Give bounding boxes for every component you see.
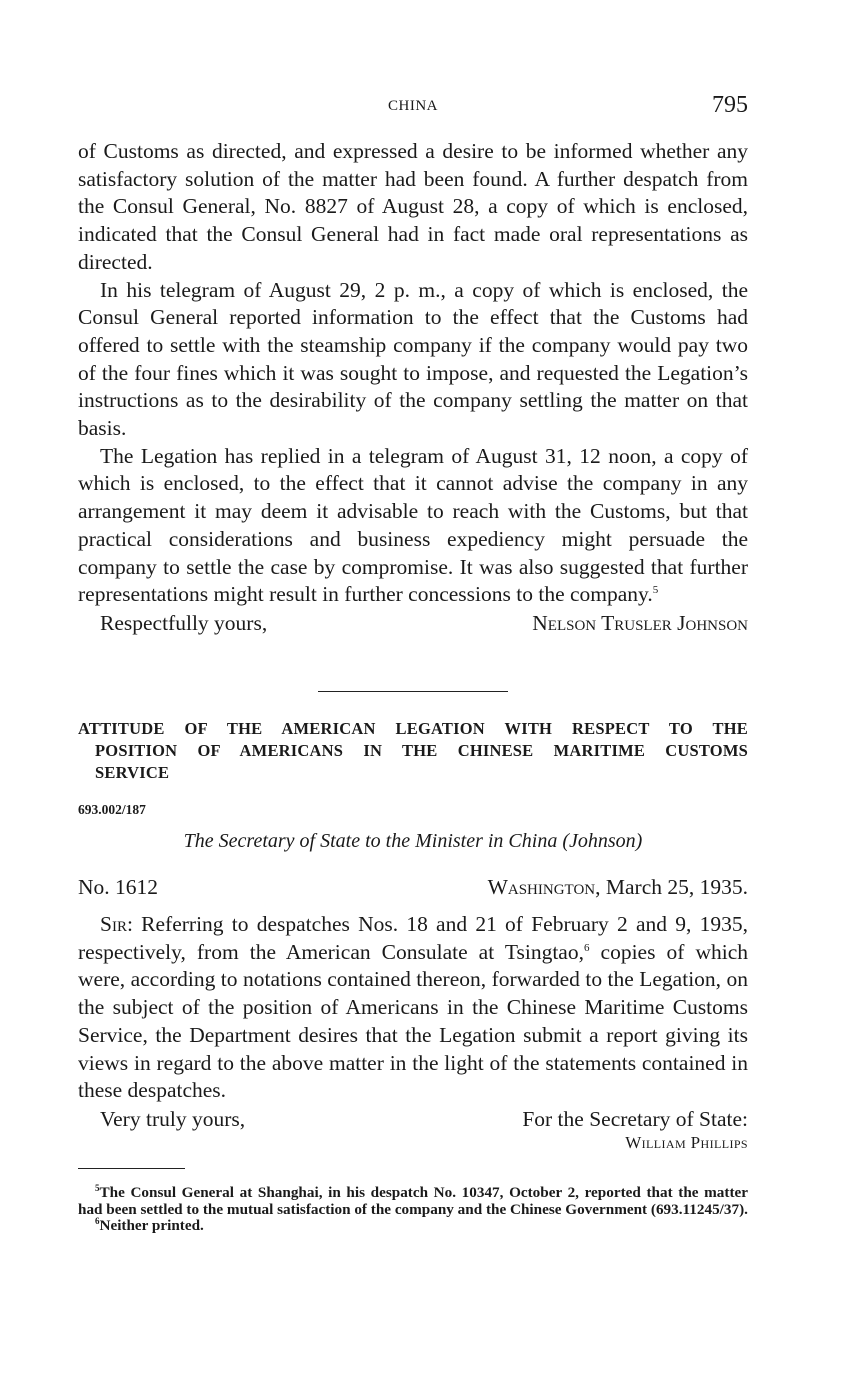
section-heading-line-2: POSITION OF AMERICANS IN THE CHINESE MARITIME CUSTOMS bbox=[95, 741, 748, 760]
complimentary-close-2: Very truly yours, bbox=[100, 1106, 246, 1131]
footnote-6 bbox=[78, 1215, 748, 1235]
section-heading-line-1: ATTITUDE OF THE AMERICAN LEGATION WITH RESPECT TO THE bbox=[78, 719, 748, 738]
letter-2-closing-line bbox=[78, 1105, 748, 1133]
section-heading-line-3: SERVICE bbox=[95, 763, 170, 782]
file-number: 693.002/187 bbox=[78, 802, 146, 817]
place: Washington, bbox=[487, 875, 601, 899]
for-secretary-line: For the Secretary of State: bbox=[522, 1106, 748, 1131]
section-heading bbox=[78, 718, 748, 784]
letter-2-text-part-2: copies of which were, according to notations contained thereon, forwarded to the Legation, on the subject of the position of Americans in the Chinese Maritime Customs Service, the Department desires that the Legation submit a report giving its views in regard to the above matter in the light of the statements contained in these despatches. bbox=[78, 939, 748, 1103]
running-head bbox=[78, 92, 748, 124]
complimentary-close: Respectfully yours, bbox=[100, 610, 268, 635]
letter-2-body bbox=[78, 911, 748, 1133]
footnote-5-text: The Consul General at Shanghai, in his despatch No. 10347, October 2, reported that the matter had been settled to the mutual satisfaction of the company and the Chinese Government (693.11245/37). bbox=[78, 1184, 748, 1218]
place-and-date bbox=[488, 875, 748, 900]
footnote-ref-5: 5 bbox=[652, 584, 659, 597]
signature-johnson: Nelson Trusler Johnson bbox=[532, 610, 748, 635]
footnote-ref-6: 6 bbox=[583, 941, 590, 954]
footnote-5 bbox=[78, 1182, 748, 1218]
letter-1-body bbox=[78, 138, 748, 637]
footnote-6-mark: 6 bbox=[95, 1215, 100, 1226]
despatch-number: No. 1612 bbox=[78, 875, 159, 899]
footnote-5-mark: 5 bbox=[95, 1182, 100, 1193]
paragraph-telegram-august-29: In his telegram of August 29, 2 p. m., a copy of which is enclosed, the Consul General reported information to the effect that the Customs had offered to settle with the steamship company if the company would pay two of the four fines which it was sought to impose, and requested the Legation’s instructions as to the desirability of the company settling the matter on that basis. bbox=[78, 277, 748, 441]
signature-phillips: William Phillips bbox=[625, 1133, 748, 1152]
footnote-6-text: Neither printed. bbox=[99, 1217, 204, 1234]
letter-2-paragraph bbox=[78, 911, 748, 1105]
salutation: Sir: bbox=[100, 912, 133, 936]
paragraph-continuation: of Customs as directed, and expressed a desire to be informed whether any satisfactory solution of the matter had been found. A further despatch from the Consul General, No. 8827 of August 28, a copy of which is enclosed, indicated that the Consul General had in fact made oral representations as directed. bbox=[78, 139, 748, 274]
dateline bbox=[78, 875, 748, 903]
paragraph-legation-reply-text: The Legation has replied in a telegram of August 31, 12 noon, a copy of which is enclosed, to the effect that it cannot advise the company in any arrangement it may deem it advisable to reach with the Customs, but that practical considerations and business expediency might persuade the company to settle the case by compromise. It was also suggested that further representations might result in further concessions to the company. bbox=[78, 443, 748, 607]
page-number: 795 bbox=[712, 92, 748, 118]
paragraph-legation-reply bbox=[78, 443, 748, 609]
date: March 25, 1935. bbox=[605, 875, 748, 899]
running-title: CHINA bbox=[388, 98, 438, 114]
footnote-rule bbox=[78, 1168, 185, 1169]
letter-1-closing-line bbox=[78, 609, 748, 637]
document-title: The Secretary of State to the Minister in China (Johnson) bbox=[183, 830, 643, 852]
section-divider bbox=[318, 691, 508, 692]
letter-2-text-part-1: Referring to despatches Nos. 18 and 21 of February 2 and 9, 1935, respectively, from the American Consulate at Tsingtao, bbox=[78, 912, 749, 964]
footnotes bbox=[78, 1182, 748, 1235]
